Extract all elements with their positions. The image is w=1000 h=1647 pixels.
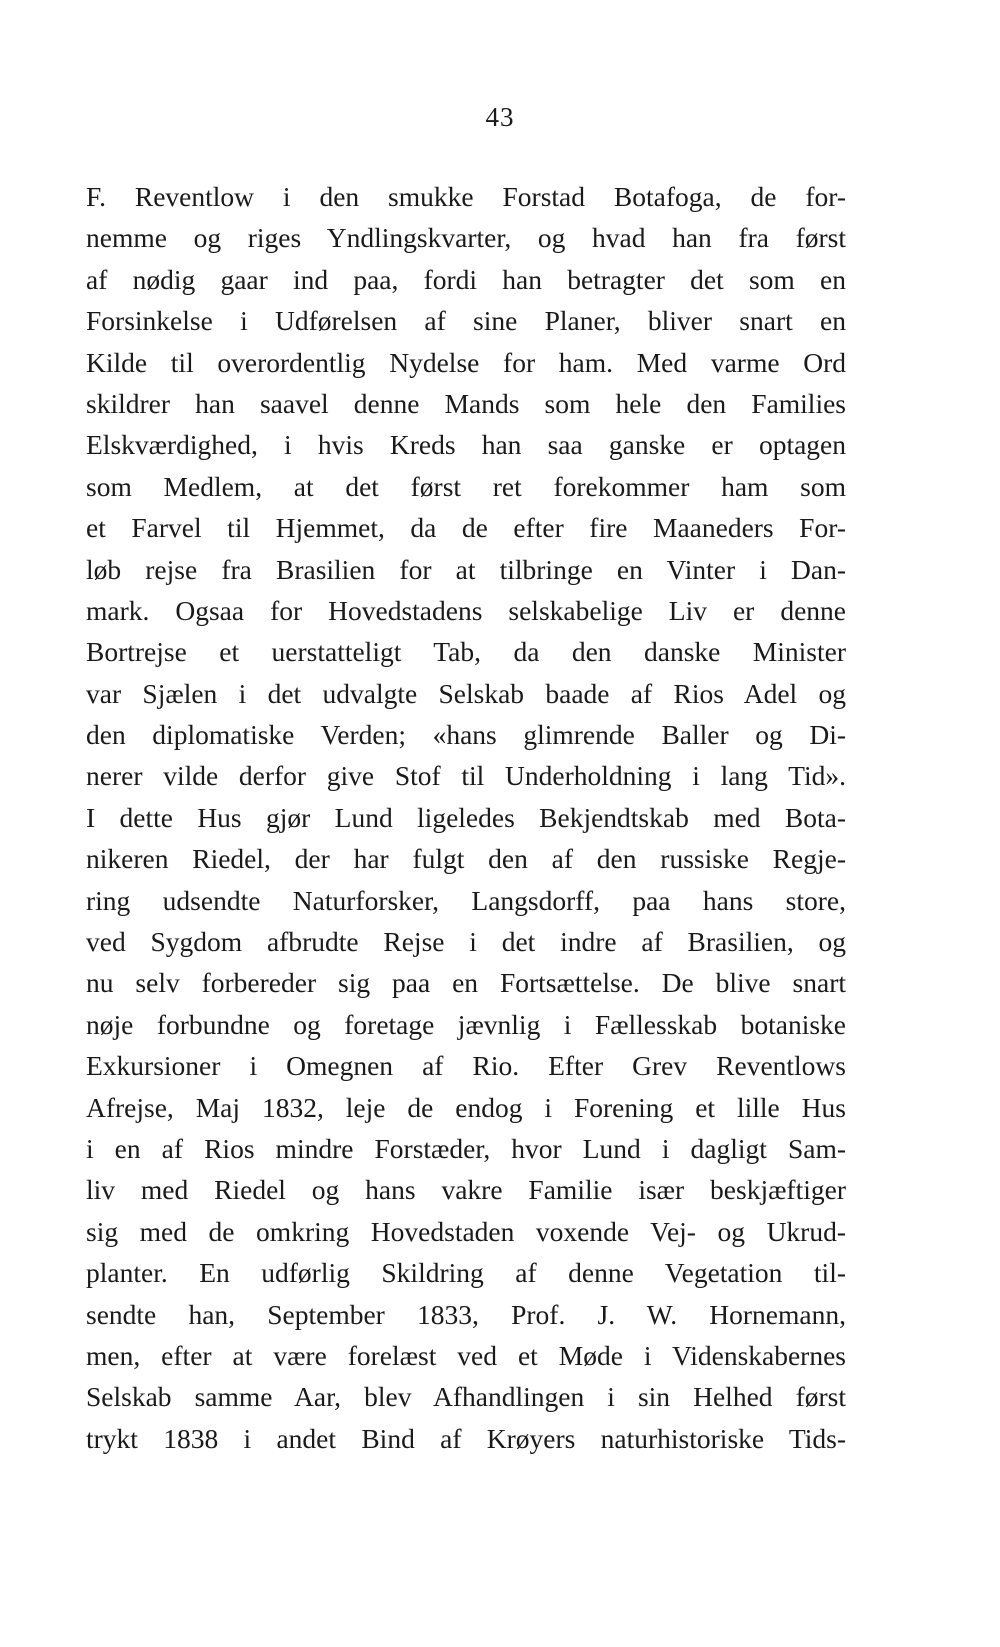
text-line: Afrejse, Maj 1832, leje de endog i Forening et lille Hus	[86, 1091, 846, 1123]
text-line: løb rejse fra Brasilien for at tilbringe en Vinter i Dan-	[86, 553, 846, 585]
text-line: nøje forbundne og foretage jævnlig i Fællesskab botaniske	[86, 1008, 846, 1040]
text-line: var Sjælen i det udvalgte Selskab baade af Rios Adel og	[86, 677, 846, 709]
text-line: ring udsendte Naturforsker, Langsdorff, paa hans store,	[86, 884, 846, 916]
text-line: nemme og riges Yndlingskvarter, og hvad han fra først	[86, 222, 846, 254]
text-line: planter. En udførlig Skildring af denne Vegetation til-	[86, 1257, 846, 1289]
text-line: men, efter at være forelæst ved et Møde i Videnskabernes	[86, 1339, 846, 1371]
text-line: Forsinkelse i Udførelsen af sine Planer, bliver snart en	[86, 305, 846, 337]
text-line: den diplomatiske Verden; «hans glimrende Baller og Di-	[86, 719, 846, 751]
text-line: Elskværdighed, i hvis Kreds han saa ganske er optagen	[86, 429, 846, 461]
page-number: 43	[485, 102, 515, 132]
text-line: nu selv forbereder sig paa en Fortsættelse. De blive snart	[86, 967, 846, 999]
text-line: F. Reventlow i den smukke Forstad Botafoga, de for-	[86, 181, 846, 212]
text-line: Selskab samme Aar, blev Afhandlingen i sin Helhed først	[86, 1381, 846, 1413]
text-line: Bortrejse et uerstatteligt Tab, da den danske Minister	[86, 636, 846, 668]
text-line: nikeren Riedel, der har fulgt den af den russiske Regje-	[86, 843, 846, 875]
text-line: Exkursioner i Omegnen af Rio. Efter Grev Reventlows	[86, 1050, 846, 1082]
text-line: af nødig gaar ind paa, fordi han betragter det som en	[86, 263, 846, 295]
text-line: I dette Hus gjør Lund ligeledes Bekjendtskab med Bota-	[86, 801, 846, 833]
text-line: nerer vilde derfor give Stof til Underholdning i lang Tid».	[86, 760, 846, 792]
text-line: sendte han, September 1833, Prof. J. W. Hornemann,	[86, 1298, 846, 1330]
text-line: mark. Ogsaa for Hovedstadens selskabelige Liv er denne	[86, 594, 846, 626]
text-line: skildrer han saavel denne Mands som hele den Families	[86, 387, 846, 419]
body-text	[86, 176, 846, 1459]
text-line: trykt 1838 i andet Bind af Krøyers naturhistoriske Tids-	[86, 1422, 846, 1454]
text-line: liv med Riedel og hans vakre Familie især beskjæftiger	[86, 1174, 846, 1206]
text-line: et Farvel til Hjemmet, da de efter fire Maaneders For-	[86, 512, 846, 544]
text-line: Kilde til overordentlig Nydelse for ham. Med varme Ord	[86, 346, 846, 378]
text-line: ved Sygdom afbrudte Rejse i det indre af Brasilien, og	[86, 926, 846, 958]
text-line: sig med de omkring Hovedstaden voxende Vej- og Ukrud-	[86, 1215, 846, 1247]
text-line: i en af Rios mindre Forstæder, hvor Lund i dagligt Sam-	[86, 1132, 846, 1164]
text-line: som Medlem, at det først ret forekommer ham som	[86, 470, 846, 502]
